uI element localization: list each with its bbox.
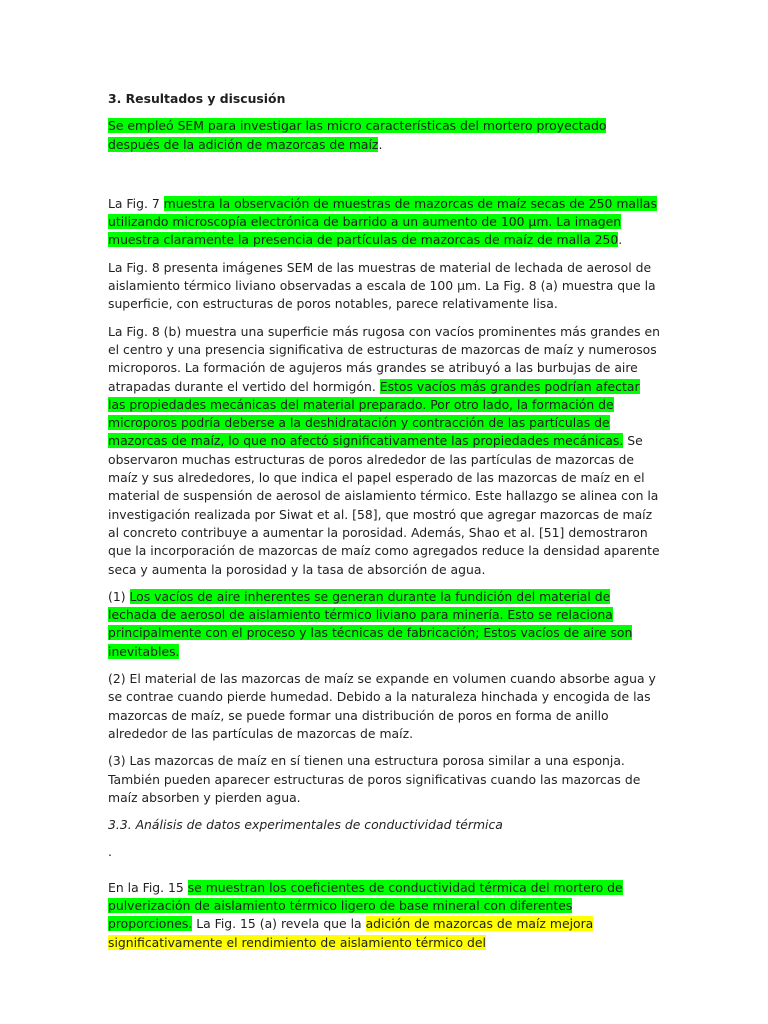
- highlight-green: se muestran los coeficientes de conductividad térmica del mortero de pulverización de aislamiento térmico ligero de base mineral con diferentes proporciones.: [108, 879, 623, 932]
- highlight-green: muestra la observación de muestras de mazorcas de maíz secas de 250 mallas utilizando microscopía electrónica de barrido a un aumento de 100 µm. La imagen muestra claramente la presencia de partículas de mazorcas de maíz de malla 250: [108, 195, 657, 248]
- highlight-yellow: adición de mazorcas de maíz mejora significativamente el rendimiento de aislamiento térmico del: [108, 916, 594, 950]
- text-run: En la Fig. 15: [108, 879, 188, 895]
- blank-line: [108, 871, 660, 879]
- highlight-green: Se empleó SEM para investigar las micro características del mortero proyectado después de la adición de mazorcas de maíz: [108, 118, 607, 152]
- intro-paragraph: [108, 117, 660, 154]
- fig7-paragraph: [108, 195, 660, 250]
- dot-line: .: [108, 844, 112, 860]
- section-heading: 3. Resultados y discusión: [108, 91, 286, 106]
- blank-line: [108, 163, 660, 195]
- highlight-green: Los vacíos de aire inherentes se generan durante la fundición del material de lechada de aerosol de aislamiento térmico liviano para minería. Esto se relaciona principalmente con el proceso y las técnicas de fabricación; Estos vacíos de aire son inevitables.: [108, 588, 633, 659]
- text-run: (1): [108, 588, 130, 604]
- text-run: .: [618, 232, 623, 248]
- subsection-heading: 3.3. Análisis de datos experimentales de conductividad térmica: [108, 817, 503, 833]
- text-run: Se observaron muchas estructuras de poros alrededor de las partículas de mazorcas de maíz y sus alrededores, lo que indica el papel esperado de las mazorcas de maíz en el material de suspensión de aerosol de aislamiento térmico. Este hallazgo se alinea con la investigación realizada por Siwat et al. [58], que mostró que agregar mazorcas de maíz al concreto contribuye a aumentar la porosidad. Además, Shao et al. [51] demostraron que la incorporación de mazorcas de maíz como agregados reduce la densidad aparente seca y aumenta la porosidad y la tasa de absorción de agua.: [108, 433, 660, 577]
- fig15-paragraph: [108, 879, 660, 952]
- highlight-green: Estos vacíos más grandes podrían afectar las propiedades mecánicas del material preparado. Por otro lado, la formación de microporos podría deberse a la deshidratación y contracción de las partículas de mazorcas de maíz, lo que no afectó significativamente las propiedades mecánicas.: [108, 378, 640, 449]
- fig8b-paragraph: [108, 323, 660, 579]
- text-run: .: [378, 136, 383, 152]
- list-item-1: [108, 588, 660, 661]
- list-item-2: (2) El material de las mazorcas de maíz se expande en volumen cuando absorbe agua y se contrae cuando pierde humedad. Debido a la naturaleza hinchada y encogida de las mazorcas de maíz, se puede formar una distribución de poros en forma de anillo alrededor de las partículas de mazorcas de maíz.: [108, 671, 656, 741]
- text-run: La Fig. 15 (a) revela que la: [192, 916, 366, 932]
- list-item-3: (3) Las mazorcas de maíz en sí tienen una estructura porosa similar a una esponja. También pueden aparecer estructuras de poros significativas cuando las mazorcas de maíz absorben y pierden agua.: [108, 753, 641, 805]
- text-run: La Fig. 8 (b) muestra una superficie más rugosa con vacíos prominentes más grandes en el centro y una presencia significativa de estructuras de mazorcas de maíz y numerosos microporos. La formación de agujeros más grandes se atribuyó a las burbujas de aire atrapadas durante el vertido del hormigón.: [108, 323, 660, 394]
- text-run: La Fig. 7: [108, 195, 164, 211]
- fig8-paragraph: La Fig. 8 presenta imágenes SEM de las muestras de material de lechada de aerosol de aislamiento térmico liviano observadas a escala de 100 µm. La Fig. 8 (a) muestra que la superficie, con estructuras de poros notables, parece relativamente lisa.: [108, 259, 656, 312]
